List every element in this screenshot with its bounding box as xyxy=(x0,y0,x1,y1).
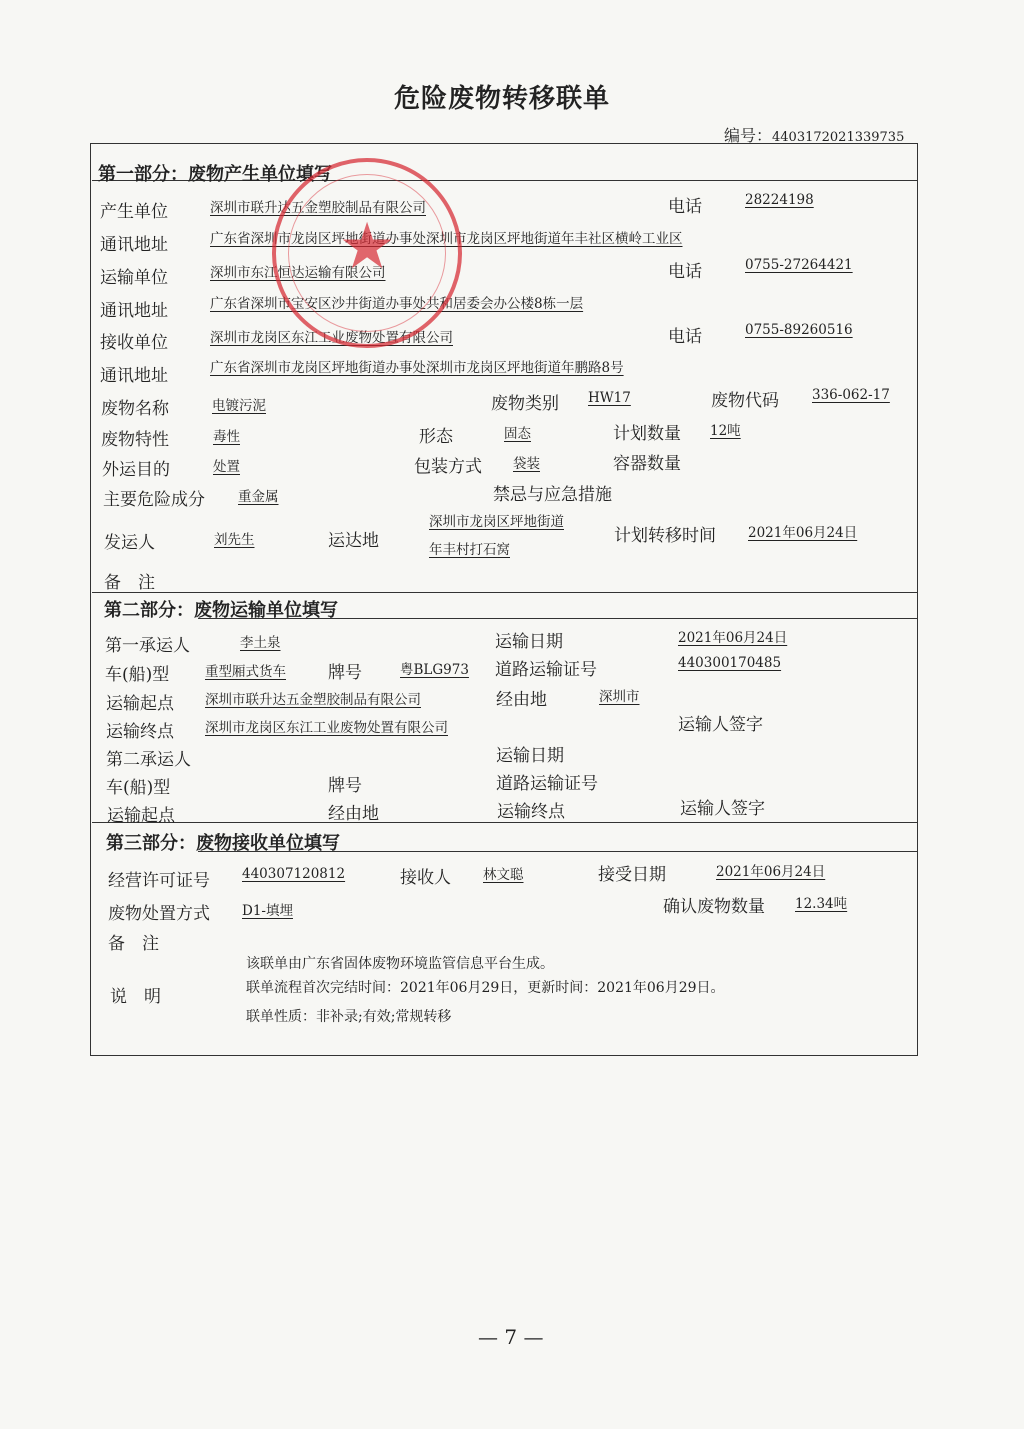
via-value-1: 深圳市 xyxy=(599,689,640,705)
vehicle-value-1: 重型厢式货车 xyxy=(205,664,286,680)
via-label-1: 经由地 xyxy=(496,690,547,710)
part3-heading: 第三部分：废物接收单位填写 xyxy=(106,833,340,854)
transporter-value: 深圳市东江恒达运输有限公司 xyxy=(210,265,386,281)
planned-qty-value: 12吨 xyxy=(710,423,741,439)
end-value-1: 深圳市龙岗区东江工业废物处置有限公司 xyxy=(205,720,448,736)
permit-label-2: 道路运输证号 xyxy=(496,774,598,794)
end-label-1: 运输终点 xyxy=(106,722,174,742)
packaging-value: 袋装 xyxy=(513,456,540,472)
start-value-1: 深圳市联升达五金塑胶制品有限公司 xyxy=(205,692,421,708)
receiver-label: 接收单位 xyxy=(100,333,168,353)
waste-category-value: HW17 xyxy=(588,390,631,406)
part3-remarks-label: 备 注 xyxy=(108,934,159,954)
phone-label-3: 电话 xyxy=(668,327,702,347)
hazard-value: 重金属 xyxy=(238,489,279,505)
planned-date-label: 计划转移时间 xyxy=(614,526,716,546)
packaging-label: 包装方式 xyxy=(414,457,482,477)
serial-value: 4403172021339735 xyxy=(772,130,905,145)
destination-line2: 年丰村打石窝 xyxy=(429,542,510,558)
transport-date-value-1: 2021年06月24日 xyxy=(678,630,788,646)
purpose-label: 外运目的 xyxy=(102,460,170,480)
part3-top-line xyxy=(92,822,917,823)
vehicle-label-2: 车(船)型 xyxy=(106,778,171,798)
receive-date-label: 接受日期 xyxy=(598,865,666,885)
serial-label: 编号： xyxy=(724,126,773,145)
carrier1-label: 第一承运人 xyxy=(105,636,190,656)
producer-label: 产生单位 xyxy=(100,202,168,222)
seal-star-icon: ★ xyxy=(338,210,396,284)
page-title: 危险废物转移联单 xyxy=(394,84,611,114)
vehicle-label-1: 车(船)型 xyxy=(105,665,170,685)
address-label-1: 通讯地址 xyxy=(100,235,168,255)
notes-label: 说 明 xyxy=(110,987,161,1007)
note-line1: 该联单由广东省固体废物环境监管信息平台生成。 xyxy=(246,956,554,972)
part2-top-line xyxy=(92,592,917,593)
purpose-value: 处置 xyxy=(213,459,240,475)
destination-line1: 深圳市龙岗区坪地街道 xyxy=(429,514,564,530)
address-value-3: 广东省深圳市龙岗区坪地街道办事处深圳市龙岗区坪地街道年鹏路8号 xyxy=(210,360,624,376)
license-label: 经营许可证号 xyxy=(108,871,210,891)
disposal-value: D1-填埋 xyxy=(242,903,293,919)
signature-label-1: 运输人签字 xyxy=(678,715,763,735)
phone-label-2: 电话 xyxy=(668,262,702,282)
start-label-2: 运输起点 xyxy=(107,806,175,826)
confirmed-qty-value: 12.34吨 xyxy=(795,896,848,912)
planned-qty-label: 计划数量 xyxy=(613,424,681,444)
waste-category-label: 废物类别 xyxy=(491,394,559,414)
via-label-2: 经由地 xyxy=(328,804,379,824)
license-value: 440307120812 xyxy=(242,866,346,882)
address-label-2: 通讯地址 xyxy=(100,301,168,321)
producer-value: 深圳市联升达五金塑胶制品有限公司 xyxy=(210,200,426,216)
sender-value: 刘先生 xyxy=(214,532,255,548)
recipient-value: 林文聪 xyxy=(483,867,524,883)
confirmed-qty-label: 确认废物数量 xyxy=(663,897,765,917)
transport-date-label-1: 运输日期 xyxy=(495,632,563,652)
container-qty-label: 容器数量 xyxy=(613,454,681,474)
transport-date-label-2: 运输日期 xyxy=(496,746,564,766)
waste-name-value: 电镀污泥 xyxy=(212,398,266,414)
recipient-label: 接收人 xyxy=(400,868,451,888)
part1-remarks-label: 备 注 xyxy=(104,573,155,593)
part2-heading: 第二部分：废物运输单位填写 xyxy=(104,600,338,621)
company-seal xyxy=(272,158,462,348)
property-value: 毒性 xyxy=(213,429,240,445)
phone-value-2: 0755-27264421 xyxy=(745,257,853,273)
sender-label: 发运人 xyxy=(104,533,155,553)
phone-value-1: 28224198 xyxy=(745,192,814,208)
disposal-label: 废物处置方式 xyxy=(108,904,210,924)
receiver-value: 深圳市龙岗区东江工业废物处置有限公司 xyxy=(210,330,453,346)
phone-label-1: 电话 xyxy=(668,197,702,217)
start-label-1: 运输起点 xyxy=(106,694,174,714)
transporter-label: 运输单位 xyxy=(100,268,168,288)
waste-code-value: 336-062-17 xyxy=(812,387,890,403)
part1-heading: 第一部分：废物产生单位填写 xyxy=(98,164,332,185)
hazard-label: 主要危险成分 xyxy=(103,490,205,510)
end-label-2: 运输终点 xyxy=(497,802,565,822)
form-label: 形态 xyxy=(419,427,453,447)
planned-date-value: 2021年06月24日 xyxy=(748,525,858,541)
emergency-label: 禁忌与应急措施 xyxy=(493,485,612,505)
property-label: 废物特性 xyxy=(101,430,169,450)
address-value-2: 广东省深圳市宝安区沙井街道办事处共和居委会办公楼8栋一层 xyxy=(210,296,584,312)
carrier1-value: 李土泉 xyxy=(240,635,281,651)
address-value-1: 广东省深圳市龙岗区坪地街道办事处深圳市龙岗区坪地街道年丰社区横岭工业区 xyxy=(210,231,683,247)
signature-label-2: 运输人签字 xyxy=(680,799,765,819)
phone-value-3: 0755-89260516 xyxy=(745,322,853,338)
permit-label-1: 道路运输证号 xyxy=(495,660,597,680)
plate-label-2: 牌号 xyxy=(328,776,362,796)
waste-name-label: 废物名称 xyxy=(101,399,169,419)
page-number: — 7 — xyxy=(478,1325,544,1349)
permit-value-1: 440300170485 xyxy=(678,655,782,671)
plate-value-1: 粤BLG973 xyxy=(400,662,469,678)
plate-label-1: 牌号 xyxy=(328,663,362,683)
destination-label: 运达地 xyxy=(328,531,379,551)
address-label-3: 通讯地址 xyxy=(100,366,168,386)
carrier2-label: 第二承运人 xyxy=(106,750,191,770)
note-line3: 联单性质：非补录;有效;常规转移 xyxy=(246,1009,452,1025)
receive-date-value: 2021年06月24日 xyxy=(716,864,826,880)
note-line2: 联单流程首次完结时间：2021年06月29日，更新时间：2021年06月29日。 xyxy=(246,980,725,996)
form-value: 固态 xyxy=(504,426,531,442)
waste-code-label: 废物代码 xyxy=(711,391,779,411)
